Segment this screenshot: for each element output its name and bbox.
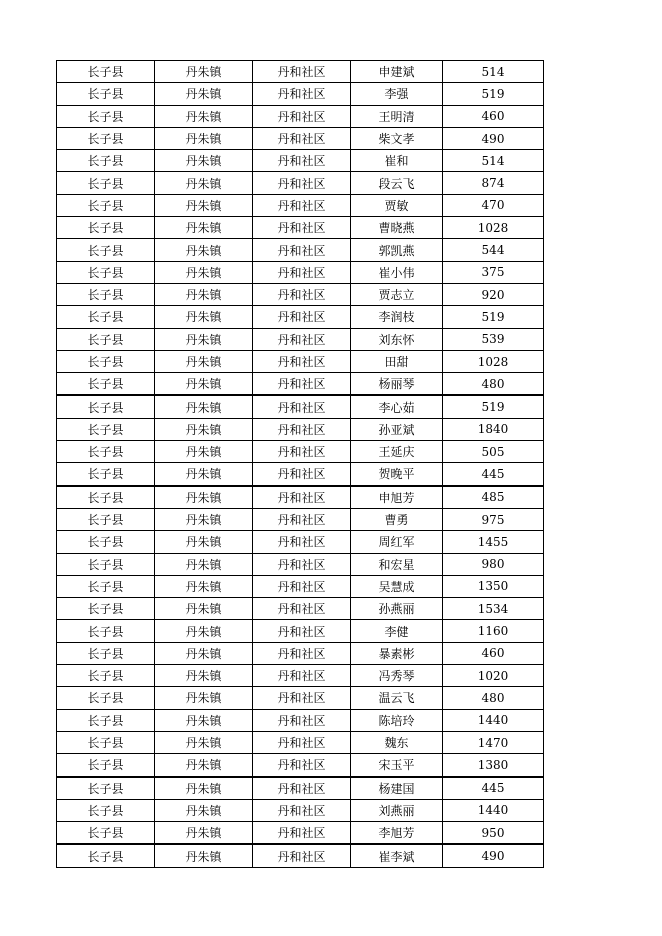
name-cell[interactable]: 王明清 xyxy=(351,105,443,127)
name-cell[interactable]: 温云飞 xyxy=(351,687,443,709)
town-cell[interactable]: 丹朱镇 xyxy=(155,441,253,463)
town-cell[interactable]: 丹朱镇 xyxy=(155,373,253,396)
table-row xyxy=(57,350,544,372)
amount-cell[interactable]: 445 xyxy=(443,463,544,486)
town-cell[interactable]: 丹朱镇 xyxy=(155,486,253,509)
community-cell[interactable]: 丹和社区 xyxy=(253,709,351,731)
county-cell[interactable]: 长子县 xyxy=(57,395,155,418)
name-cell[interactable]: 曹晓燕 xyxy=(351,217,443,239)
community-cell[interactable]: 丹和社区 xyxy=(253,83,351,105)
name-cell[interactable]: 崔小伟 xyxy=(351,261,443,283)
table-row xyxy=(57,642,544,664)
amount-cell[interactable]: 544 xyxy=(443,239,544,261)
town-cell[interactable]: 丹朱镇 xyxy=(155,328,253,350)
community-cell[interactable]: 丹和社区 xyxy=(253,350,351,372)
amount-cell[interactable]: 485 xyxy=(443,486,544,509)
community-cell[interactable]: 丹和社区 xyxy=(253,172,351,194)
table-row xyxy=(57,754,544,777)
table-row xyxy=(57,261,544,283)
amount-cell[interactable]: 514 xyxy=(443,61,544,83)
table-row xyxy=(57,575,544,597)
town-cell[interactable]: 丹朱镇 xyxy=(155,687,253,709)
amount-cell[interactable]: 975 xyxy=(443,508,544,530)
county-cell[interactable]: 长子县 xyxy=(57,709,155,731)
county-cell[interactable]: 长子县 xyxy=(57,172,155,194)
town-cell[interactable]: 丹朱镇 xyxy=(155,105,253,127)
name-cell[interactable]: 柴文孝 xyxy=(351,127,443,149)
table-row xyxy=(57,395,544,418)
town-cell[interactable]: 丹朱镇 xyxy=(155,239,253,261)
county-cell[interactable]: 长子县 xyxy=(57,105,155,127)
table-row xyxy=(57,731,544,753)
name-cell[interactable]: 贾志立 xyxy=(351,283,443,305)
county-cell[interactable]: 长子县 xyxy=(57,531,155,553)
town-cell[interactable]: 丹朱镇 xyxy=(155,150,253,172)
community-cell[interactable]: 丹和社区 xyxy=(253,731,351,753)
county-cell[interactable]: 长子县 xyxy=(57,799,155,821)
town-cell[interactable]: 丹朱镇 xyxy=(155,395,253,418)
table-row xyxy=(57,709,544,731)
community-cell[interactable]: 丹和社区 xyxy=(253,665,351,687)
community-cell[interactable]: 丹和社区 xyxy=(253,418,351,440)
town-cell[interactable]: 丹朱镇 xyxy=(155,127,253,149)
community-cell[interactable]: 丹和社区 xyxy=(253,306,351,328)
county-cell[interactable]: 长子县 xyxy=(57,306,155,328)
amount-cell[interactable]: 490 xyxy=(443,127,544,149)
town-cell[interactable]: 丹朱镇 xyxy=(155,508,253,530)
community-cell[interactable]: 丹和社区 xyxy=(253,283,351,305)
county-cell[interactable]: 长子县 xyxy=(57,350,155,372)
town-cell[interactable]: 丹朱镇 xyxy=(155,709,253,731)
community-cell[interactable]: 丹和社区 xyxy=(253,105,351,127)
name-cell[interactable]: 暴素彬 xyxy=(351,642,443,664)
table-row xyxy=(57,486,544,509)
name-cell[interactable]: 李润枝 xyxy=(351,306,443,328)
county-cell[interactable]: 长子县 xyxy=(57,373,155,396)
name-cell[interactable]: 孙亚斌 xyxy=(351,418,443,440)
table-row xyxy=(57,373,544,396)
name-cell[interactable]: 曹勇 xyxy=(351,508,443,530)
town-cell[interactable]: 丹朱镇 xyxy=(155,194,253,216)
amount-cell[interactable]: 1534 xyxy=(443,598,544,620)
amount-cell[interactable]: 519 xyxy=(443,306,544,328)
amount-cell[interactable]: 950 xyxy=(443,822,544,845)
community-cell[interactable]: 丹和社区 xyxy=(253,239,351,261)
amount-cell[interactable]: 375 xyxy=(443,261,544,283)
name-cell[interactable]: 申建斌 xyxy=(351,61,443,83)
community-cell[interactable]: 丹和社区 xyxy=(253,261,351,283)
amount-cell[interactable]: 480 xyxy=(443,373,544,396)
town-cell[interactable]: 丹朱镇 xyxy=(155,61,253,83)
name-cell[interactable]: 李心茹 xyxy=(351,395,443,418)
community-cell[interactable]: 丹和社区 xyxy=(253,844,351,867)
amount-cell[interactable]: 519 xyxy=(443,395,544,418)
name-cell[interactable]: 申旭芳 xyxy=(351,486,443,509)
amount-cell[interactable]: 1028 xyxy=(443,217,544,239)
table-row xyxy=(57,463,544,486)
name-cell[interactable]: 杨丽琴 xyxy=(351,373,443,396)
community-cell[interactable]: 丹和社区 xyxy=(253,777,351,800)
name-cell[interactable]: 贾敏 xyxy=(351,194,443,216)
community-cell[interactable]: 丹和社区 xyxy=(253,328,351,350)
amount-cell[interactable]: 460 xyxy=(443,642,544,664)
amount-cell[interactable]: 920 xyxy=(443,283,544,305)
table-row xyxy=(57,283,544,305)
town-cell[interactable]: 丹朱镇 xyxy=(155,283,253,305)
community-cell[interactable]: 丹和社区 xyxy=(253,687,351,709)
county-cell[interactable]: 长子县 xyxy=(57,553,155,575)
community-cell[interactable]: 丹和社区 xyxy=(253,598,351,620)
table-row xyxy=(57,328,544,350)
county-cell[interactable]: 长子县 xyxy=(57,418,155,440)
amount-cell[interactable]: 1470 xyxy=(443,731,544,753)
amount-cell[interactable]: 470 xyxy=(443,194,544,216)
name-cell[interactable]: 宋玉平 xyxy=(351,754,443,777)
county-cell[interactable]: 长子县 xyxy=(57,261,155,283)
name-cell[interactable]: 魏东 xyxy=(351,731,443,753)
table-row xyxy=(57,844,544,867)
name-cell[interactable]: 郭凯燕 xyxy=(351,239,443,261)
amount-cell[interactable]: 490 xyxy=(443,844,544,867)
county-cell[interactable]: 长子县 xyxy=(57,486,155,509)
town-cell[interactable]: 丹朱镇 xyxy=(155,754,253,777)
town-cell[interactable]: 丹朱镇 xyxy=(155,799,253,821)
name-cell[interactable]: 李健 xyxy=(351,620,443,642)
county-cell[interactable]: 长子县 xyxy=(57,194,155,216)
amount-cell[interactable]: 1440 xyxy=(443,799,544,821)
table-row xyxy=(57,194,544,216)
town-cell[interactable]: 丹朱镇 xyxy=(155,172,253,194)
county-cell[interactable]: 长子县 xyxy=(57,508,155,530)
county-cell[interactable]: 长子县 xyxy=(57,754,155,777)
community-cell[interactable]: 丹和社区 xyxy=(253,463,351,486)
county-cell[interactable]: 长子县 xyxy=(57,150,155,172)
county-cell[interactable]: 长子县 xyxy=(57,239,155,261)
community-cell[interactable]: 丹和社区 xyxy=(253,441,351,463)
name-cell[interactable]: 王延庆 xyxy=(351,441,443,463)
table-row xyxy=(57,306,544,328)
community-cell[interactable]: 丹和社区 xyxy=(253,553,351,575)
table-row xyxy=(57,217,544,239)
community-cell[interactable]: 丹和社区 xyxy=(253,194,351,216)
county-cell[interactable]: 长子县 xyxy=(57,217,155,239)
table-row xyxy=(57,665,544,687)
amount-cell[interactable]: 539 xyxy=(443,328,544,350)
table-row xyxy=(57,83,544,105)
town-cell[interactable]: 丹朱镇 xyxy=(155,620,253,642)
county-cell[interactable]: 长子县 xyxy=(57,83,155,105)
county-cell[interactable]: 长子县 xyxy=(57,463,155,486)
community-cell[interactable]: 丹和社区 xyxy=(253,642,351,664)
county-cell[interactable]: 长子县 xyxy=(57,777,155,800)
town-cell[interactable]: 丹朱镇 xyxy=(155,83,253,105)
name-cell[interactable]: 冯秀琴 xyxy=(351,665,443,687)
amount-cell[interactable]: 514 xyxy=(443,150,544,172)
town-cell[interactable]: 丹朱镇 xyxy=(155,553,253,575)
town-cell[interactable]: 丹朱镇 xyxy=(155,531,253,553)
name-cell[interactable]: 崔和 xyxy=(351,150,443,172)
town-cell[interactable]: 丹朱镇 xyxy=(155,665,253,687)
community-cell[interactable]: 丹和社区 xyxy=(253,508,351,530)
town-cell[interactable]: 丹朱镇 xyxy=(155,822,253,845)
community-cell[interactable]: 丹和社区 xyxy=(253,61,351,83)
town-cell[interactable]: 丹朱镇 xyxy=(155,217,253,239)
county-cell[interactable]: 长子县 xyxy=(57,642,155,664)
table-row xyxy=(57,150,544,172)
table-row xyxy=(57,418,544,440)
county-cell[interactable]: 长子县 xyxy=(57,441,155,463)
town-cell[interactable]: 丹朱镇 xyxy=(155,306,253,328)
amount-cell[interactable]: 519 xyxy=(443,83,544,105)
name-cell[interactable]: 孙燕丽 xyxy=(351,598,443,620)
town-cell[interactable]: 丹朱镇 xyxy=(155,777,253,800)
community-cell[interactable]: 丹和社区 xyxy=(253,575,351,597)
amount-cell[interactable]: 1455 xyxy=(443,531,544,553)
name-cell[interactable]: 刘燕丽 xyxy=(351,799,443,821)
county-cell[interactable]: 长子县 xyxy=(57,575,155,597)
amount-cell[interactable]: 1028 xyxy=(443,350,544,372)
amount-cell[interactable]: 460 xyxy=(443,105,544,127)
community-cell[interactable]: 丹和社区 xyxy=(253,127,351,149)
amount-cell[interactable]: 1350 xyxy=(443,575,544,597)
community-cell[interactable]: 丹和社区 xyxy=(253,486,351,509)
table-row xyxy=(57,777,544,800)
county-cell[interactable]: 长子县 xyxy=(57,620,155,642)
name-cell[interactable]: 吴慧成 xyxy=(351,575,443,597)
table-row xyxy=(57,239,544,261)
town-cell[interactable]: 丹朱镇 xyxy=(155,418,253,440)
amount-cell[interactable]: 505 xyxy=(443,441,544,463)
county-cell[interactable]: 长子县 xyxy=(57,328,155,350)
amount-cell[interactable]: 1440 xyxy=(443,709,544,731)
town-cell[interactable]: 丹朱镇 xyxy=(155,844,253,867)
town-cell[interactable]: 丹朱镇 xyxy=(155,642,253,664)
town-cell[interactable]: 丹朱镇 xyxy=(155,463,253,486)
county-cell[interactable]: 长子县 xyxy=(57,598,155,620)
community-cell[interactable]: 丹和社区 xyxy=(253,150,351,172)
amount-cell[interactable]: 1020 xyxy=(443,665,544,687)
name-cell[interactable]: 崔李斌 xyxy=(351,844,443,867)
amount-cell[interactable]: 1380 xyxy=(443,754,544,777)
name-cell[interactable]: 杨建国 xyxy=(351,777,443,800)
county-cell[interactable]: 长子县 xyxy=(57,61,155,83)
amount-cell[interactable]: 445 xyxy=(443,777,544,800)
table-row xyxy=(57,105,544,127)
table-row xyxy=(57,61,544,83)
town-cell[interactable]: 丹朱镇 xyxy=(155,731,253,753)
amount-cell[interactable]: 1840 xyxy=(443,418,544,440)
county-cell[interactable]: 长子县 xyxy=(57,844,155,867)
name-cell[interactable]: 刘东怀 xyxy=(351,328,443,350)
amount-cell[interactable]: 480 xyxy=(443,687,544,709)
community-cell[interactable]: 丹和社区 xyxy=(253,822,351,845)
community-cell[interactable]: 丹和社区 xyxy=(253,395,351,418)
town-cell[interactable]: 丹朱镇 xyxy=(155,575,253,597)
table-body xyxy=(57,61,544,868)
table-row xyxy=(57,441,544,463)
table-row xyxy=(57,531,544,553)
town-cell[interactable]: 丹朱镇 xyxy=(155,261,253,283)
name-cell[interactable]: 段云飞 xyxy=(351,172,443,194)
community-cell[interactable]: 丹和社区 xyxy=(253,531,351,553)
table-row xyxy=(57,799,544,821)
community-cell[interactable]: 丹和社区 xyxy=(253,799,351,821)
community-cell[interactable]: 丹和社区 xyxy=(253,754,351,777)
town-cell[interactable]: 丹朱镇 xyxy=(155,598,253,620)
amount-cell[interactable]: 1160 xyxy=(443,620,544,642)
table-row xyxy=(57,172,544,194)
amount-cell[interactable]: 874 xyxy=(443,172,544,194)
table-row xyxy=(57,687,544,709)
table-row xyxy=(57,127,544,149)
table-row xyxy=(57,822,544,845)
community-cell[interactable]: 丹和社区 xyxy=(253,620,351,642)
table-row xyxy=(57,620,544,642)
community-cell[interactable]: 丹和社区 xyxy=(253,373,351,396)
county-cell[interactable]: 长子县 xyxy=(57,731,155,753)
name-cell[interactable]: 陈培玲 xyxy=(351,709,443,731)
name-cell[interactable]: 李强 xyxy=(351,83,443,105)
table-row xyxy=(57,508,544,530)
spreadsheet-table xyxy=(56,60,544,868)
amount-cell[interactable]: 980 xyxy=(443,553,544,575)
community-cell[interactable]: 丹和社区 xyxy=(253,217,351,239)
table-row xyxy=(57,598,544,620)
county-cell[interactable]: 长子县 xyxy=(57,283,155,305)
name-cell[interactable]: 贺晚平 xyxy=(351,463,443,486)
table-row xyxy=(57,553,544,575)
name-cell[interactable]: 李旭芳 xyxy=(351,822,443,845)
name-cell[interactable]: 周红军 xyxy=(351,531,443,553)
town-cell[interactable]: 丹朱镇 xyxy=(155,350,253,372)
county-cell[interactable]: 长子县 xyxy=(57,665,155,687)
county-cell[interactable]: 长子县 xyxy=(57,687,155,709)
name-cell[interactable]: 田甜 xyxy=(351,350,443,372)
name-cell[interactable]: 和宏星 xyxy=(351,553,443,575)
county-cell[interactable]: 长子县 xyxy=(57,822,155,845)
county-cell[interactable]: 长子县 xyxy=(57,127,155,149)
